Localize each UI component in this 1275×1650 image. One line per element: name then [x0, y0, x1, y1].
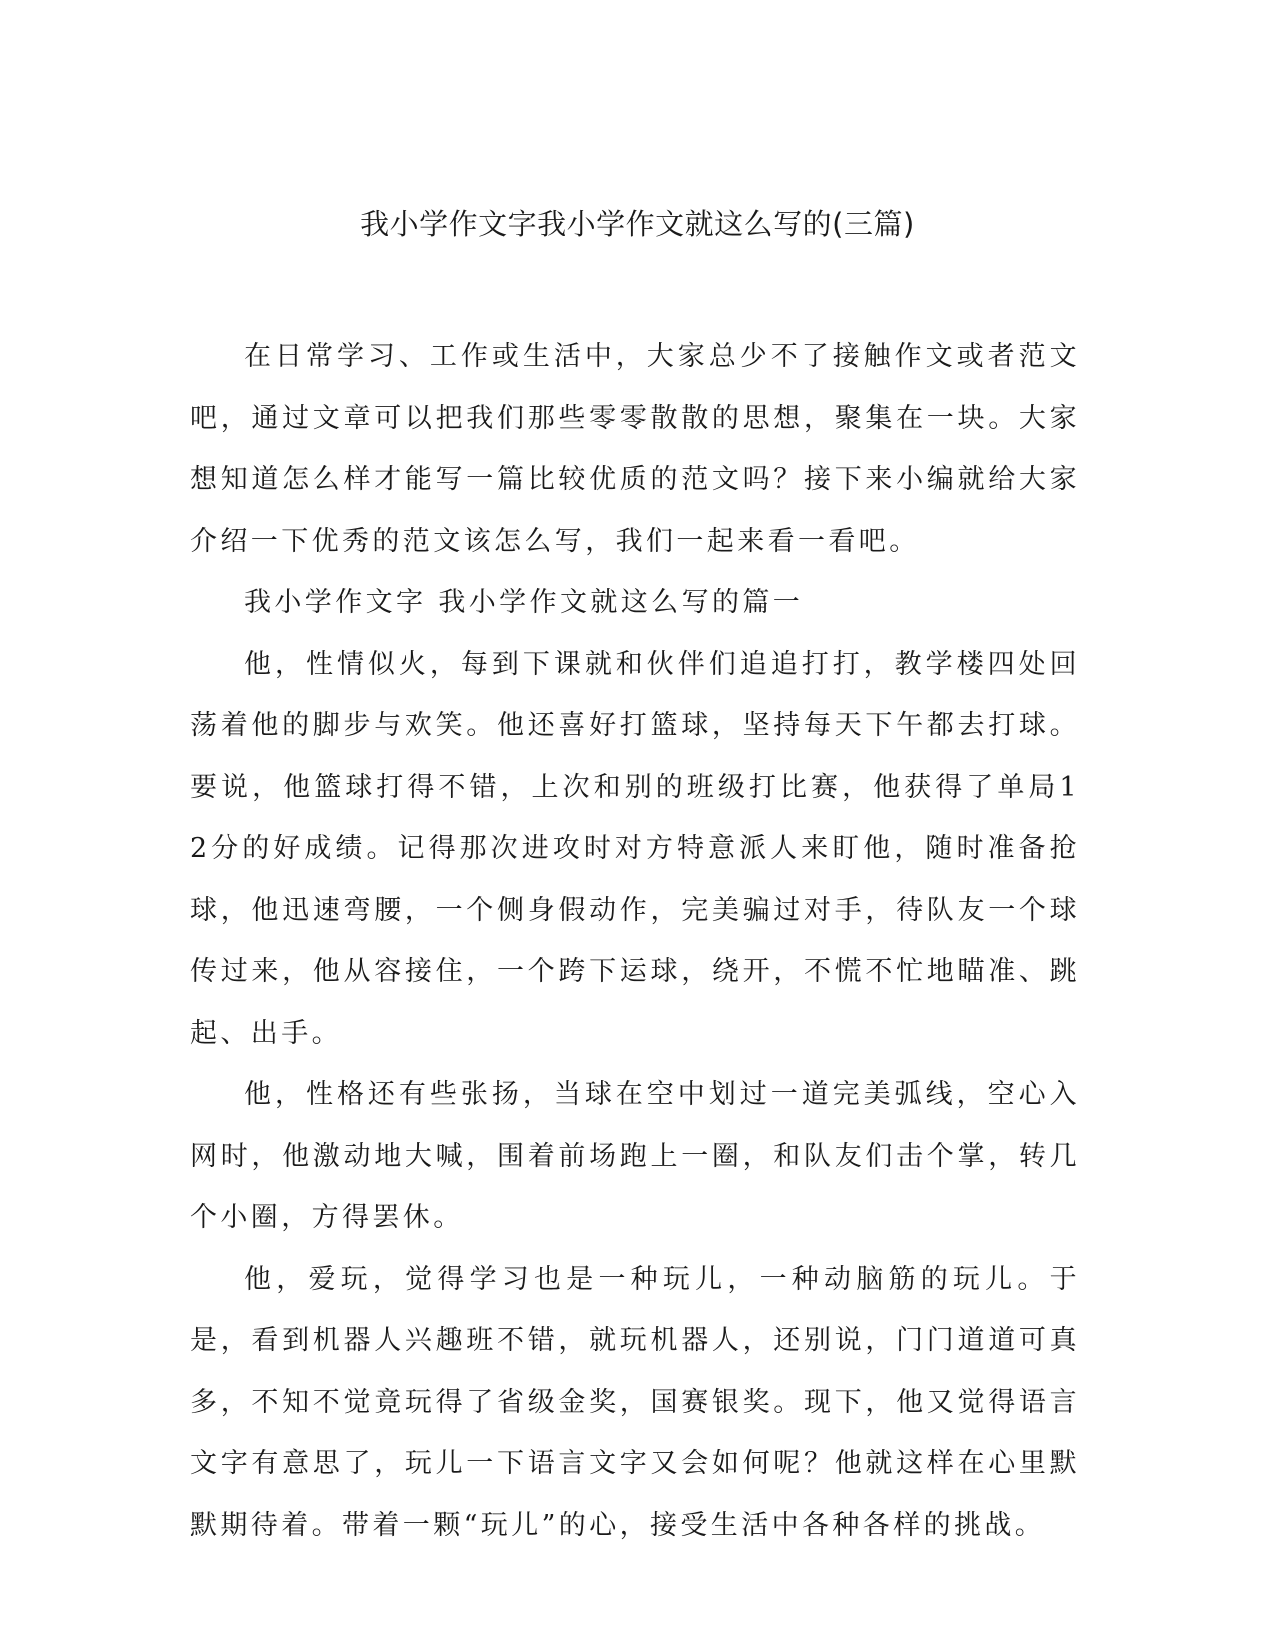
intro-paragraph: 在日常学习、工作或生活中，大家总少不了接触作文或者范文吧，通过文章可以把我们那些零零散散的思想，聚集在一块。大家想知道怎么样才能写一篇比较优质的范文吗？接下来小编就给大家介绍一下优秀的范文该怎么写，我们一起来看一看吧。 [190, 341, 1080, 557]
document-body [190, 326, 1080, 1556]
body-paragraph-3: 他，爱玩，觉得学习也是一种玩儿，一种动脑筋的玩儿。于是，看到机器人兴趣班不错，就玩机器人，还别说，门门道道可真多，不知不觉竟玩得了省级金奖，国赛银奖。现下，他又觉得语言文字有意思了，玩儿一下语言文字又会如何呢？他就这样在心里默默期待着。带着一颗“玩儿”的心，接受生活中各种各样的挑战。 [190, 1263, 1080, 1541]
document-title: 我小学作文字我小学作文就这么写的(三篇) [360, 207, 915, 241]
body-paragraph-2: 他，性格还有些张扬，当球在空中划过一道完美弧线，空心入网时，他激动地大喊，围着前场跑上一圈，和队友们击个掌，转几个小圈，方得罢休。 [190, 1079, 1080, 1233]
section-heading: 我小学作文字 我小学作文就这么写的篇一 [244, 587, 804, 618]
body-paragraph-1: 他，性情似火，每到下课就和伙伴们追追打打，教学楼四处回荡着他的脚步与欢笑。他还喜好打篮球，坚持每天下午都去打球。要说，他篮球打得不错，上次和别的班级打比赛，他获得了单局12分的好成绩。记得那次进攻时对方特意派人来盯他，随时准备抢球，他迅速弯腰，一个侧身假动作，完美骗过对手，待队友一个球传过来，他从容接住，一个跨下运球，绕开，不慌不忙地瞄准、跳起、出手。 [190, 648, 1080, 1049]
